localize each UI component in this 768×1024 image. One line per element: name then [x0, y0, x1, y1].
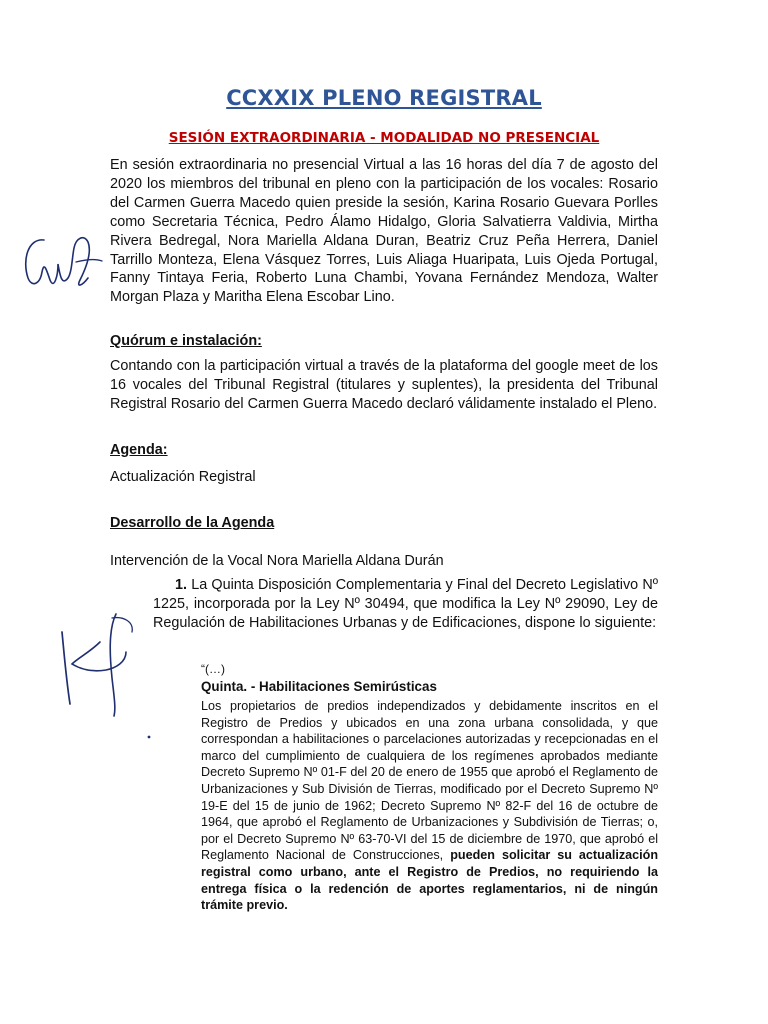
- quorum-paragraph: Contando con la participación virtual a través de la plataforma del google meet de los 16 vocales del Tribunal Registral (titulares y suplentes), la presidenta del Tribunal Registral Rosario del Carmen Guerra Macedo declaró válidamente instalado el Pleno.: [110, 358, 658, 412]
- ink-dot-icon: [146, 734, 152, 740]
- point-text: La Quinta Disposición Complementaria y Final del Decreto Legislativo Nº 1225, incorporada por la Ley Nº 30494, que modifica la Ley Nº 29090, Ley de Regulación de Habilitaciones Urbanas y de Edificaciones, dispone lo siguiente:: [153, 577, 658, 631]
- development-heading: Desarrollo de la Agenda: [110, 515, 275, 531]
- intro-paragraph: En sesión extraordinaria no presencial Virtual a las 16 horas del día 7 de agosto del 2020 los miembros del tribunal en pleno con la participación de los vocales: Rosario del Carmen Guerra Macedo quien preside la sesión, Karina Rosario Guevara Porlles como Secretaria Técnica, Pedro Álamo Hidalgo, Gloria Salvatierra Valdivia, Mirtha Rivera Bedregal, Nora Mariella Aldana Duran, Beatriz Cruz Peña Herrera, Daniel Tarrillo Monteza, Elena Vásquez Torres, Luis Aliaga Huaripata, Luis Ojeda Portugal, Fanny Tintaya Feria, Roberto Luna Chambi, Yovana Fernández Mendoza, Walter Morgan Plaza y Maritha Elena Escobar Lino.: [110, 157, 658, 306]
- point-number: 1.: [175, 577, 188, 593]
- agenda-heading: Agenda:: [110, 442, 168, 458]
- quote-paragraph: [201, 698, 658, 914]
- quote-bold-text: pueden solicitar su actualización registral como urbano, ante el Registro de Predios, no requiriendo la entrega física o la redención de aportes reglamentarios, ni de ningún trámite previo.: [201, 848, 659, 913]
- page-title: CCXXIX PLENO REGISTRAL: [226, 86, 542, 110]
- signature-1-icon: [14, 228, 106, 300]
- point-1-paragraph: [153, 576, 658, 633]
- quorum-heading: Quórum e instalación:: [110, 333, 262, 349]
- agenda-item: Actualización Registral: [110, 469, 256, 485]
- quote-open-mark: “(…): [201, 662, 225, 676]
- signature-2-icon: [54, 608, 140, 720]
- intervention-line: Intervención de la Vocal Nora Mariella Aldana Durán: [110, 553, 444, 569]
- session-subtitle: SESIÓN EXTRAORDINARIA - MODALIDAD NO PRESENCIAL: [168, 130, 600, 146]
- quote-heading: Quinta. - Habilitaciones Semirústicas: [201, 679, 437, 694]
- quote-text: Los propietarios de predios independizados y debidamente inscritos en el Registro de Predios y ubicados en una zona urbana consolidada, y que correspondan a habilitaciones o parcelaciones autorizadas y recepcionadas en el marco del cumplimiento de cualquiera de los regímenes aprobados mediante Decreto Supremo Nº 01-F del 20 de enero de 1955 que aprobó el Reglamento de Urbanizaciones y Sub División de Tierras, modificado por el Decreto Supremo Nº 19-E del 15 de junio de 1962; Decreto Supremo Nº 82-F del 16 de octubre de 1964, que aprobó el Reglamento de Urbanizaciones y Subdivisión de Tierras; o, por el Decreto Supremo Nº 63-70-VI del 15 de diciembre de 1970, que aprobó el Reglamento Nacional de Construcciones,: [201, 699, 658, 863]
